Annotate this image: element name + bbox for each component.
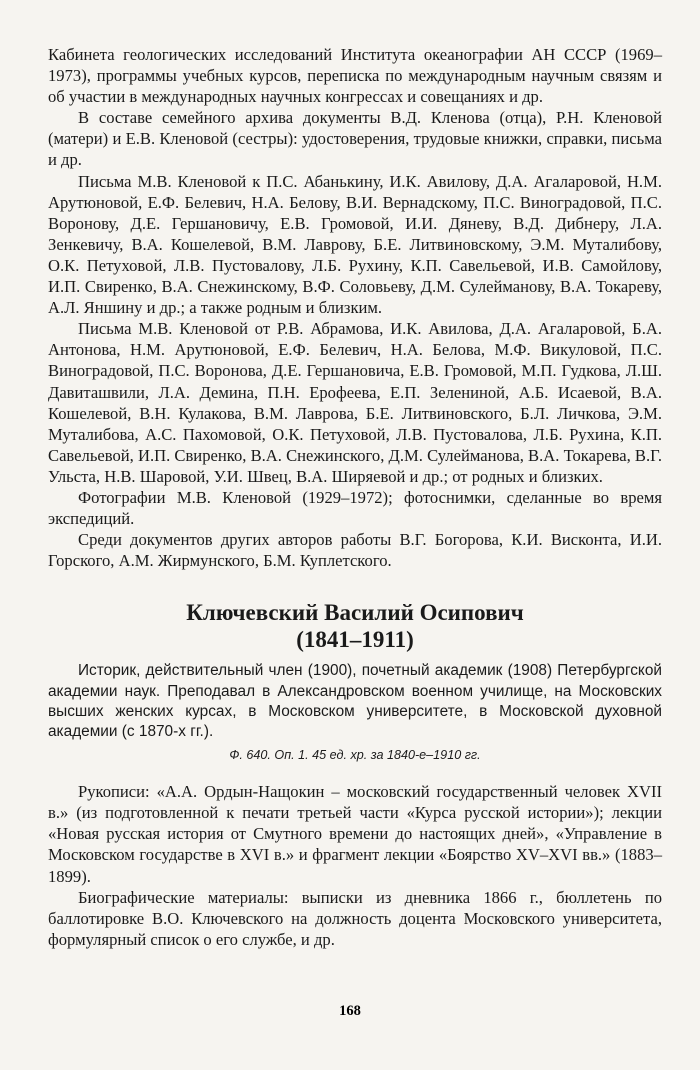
paragraph-institute-records: Кабинета геологических исследований Института океанографии АН СССР (1969–1973), программы учебных курсов, переписка по международным научным связям и об участии в международных научных конгрессах и совещаниях и др. <box>48 45 662 107</box>
paragraph-family-archive: В составе семейного архива документы В.Д. Кленова (отца), Р.Н. Кленовой (матери) и Е.В. Кленовой (сестры): удостоверения, трудовые книжки, справки, письма и др. <box>48 108 662 170</box>
paragraph-letters-from: Письма М.В. Кленовой от Р.В. Абрамова, И.К. Авилова, Д.А. Агаларовой, Б.А. Антонова, Н.М. Арутюновой, Е.Ф. Белевич, Н.А. Белова, М.Ф. Викуловой, П.С. Виноградовой, П.С. Воронова, Д.Е. Гершановича, Е.В. Громовой, М.П. Гудкова, Л.Ш. Давиташвили, Л.А. Демина, П.Н. Ерофеева, Е.П. Зелениной, А.Б. Исаевой, В.А. Кошелевой, В.Н. Кулакова, В.М. Лаврова, Б.Е. Литвиновского, Б.Л. Личкова, Э.М. Муталибова, А.С. Пахомовой, О.К. Петуховой, Л.В. Пустовалова, Л.Б. Рухина, К.П. Савельевой, И.П. Свиренко, В.А. Снежинского, Д.М. Сулейманова, В.А. Токарева, В.Г. Ульста, Н.В. Шаровой, У.И. Швец, В.А. Ширяевой и др.; от родных и близких. <box>48 319 662 486</box>
biography-years: (1841–1911) <box>296 627 414 653</box>
biography-summary: Историк, действительный член (1900), почетный академик (1908) Петербургской академии наук. Преподавал в Александровском военном училище, на Московских высших женских курсах, в Московском университете, в Московской духовной академии (с 1870-х гг.). <box>48 662 662 740</box>
biography-name: Ключевский Василий Осипович <box>186 600 524 626</box>
paragraph-photographs: Фотографии М.В. Кленовой (1929–1972); фотоснимки, сделанные во время экспедиций. <box>48 487 662 529</box>
archive-reference: Ф. 640. Оп. 1. 45 ед. хр. за 1840-е–1910 гг. <box>229 748 481 763</box>
paragraph-manuscripts: Рукописи: «А.А. Ордын-Нащокин – московский государственный человек XVII в.» (из подготовленной к печати третьей части «Курса русской истории»); лекции «Новая русская история от Смутного времени до настоящих дней», «Управление в Московском государстве в XVI в.» и фрагмент лекции «Боярство XV–XVI вв.» (1883–1899). <box>48 782 662 886</box>
biography-heading <box>48 599 662 653</box>
paragraph-other-authors: Среди документов других авторов работы В.Г. Богорова, К.И. Висконта, И.И. Горского, А.М. Жирмунского, Б.М. Куплетского. <box>48 530 662 571</box>
page-number: 168 <box>339 1003 361 1019</box>
paragraph-letters-to: Письма М.В. Кленовой к П.С. Абанькину, И.К. Авилову, Д.А. Агаларовой, Н.М. Арутюновой, Е.Ф. Белевич, Н.А. Белову, В.И. Вернадскому, П.С. Виноградовой, П.С. Воронову, Д.Е. Гершановичу, Е.В. Громовой, И.И. Дяневу, В.Д. Дибнеру, Л.А. Зенкевичу, В.А. Кошелевой, В.М. Лаврову, Б.Е. Литвиновскому, Э.М. Муталибову, О.К. Петуховой, Л.В. Пустовалову, Л.Б. Рухину, К.П. Савельевой, И.В. Самойлову, И.П. Свиренко, В.А. Снежинскому, В.Ф. Соловьеву, Д.М. Сулейманову, В.А. Токареву, А.Л. Яншину и др.; а также родным и близким. <box>48 171 662 318</box>
paragraph-biographical-materials: Биографические материалы: выписки из дневника 1866 г., бюллетень по баллотировке В.О. Ключевского на должность доцента Московского университета, формулярный список о его службе, и др. <box>48 887 662 949</box>
document-page <box>48 44 662 950</box>
